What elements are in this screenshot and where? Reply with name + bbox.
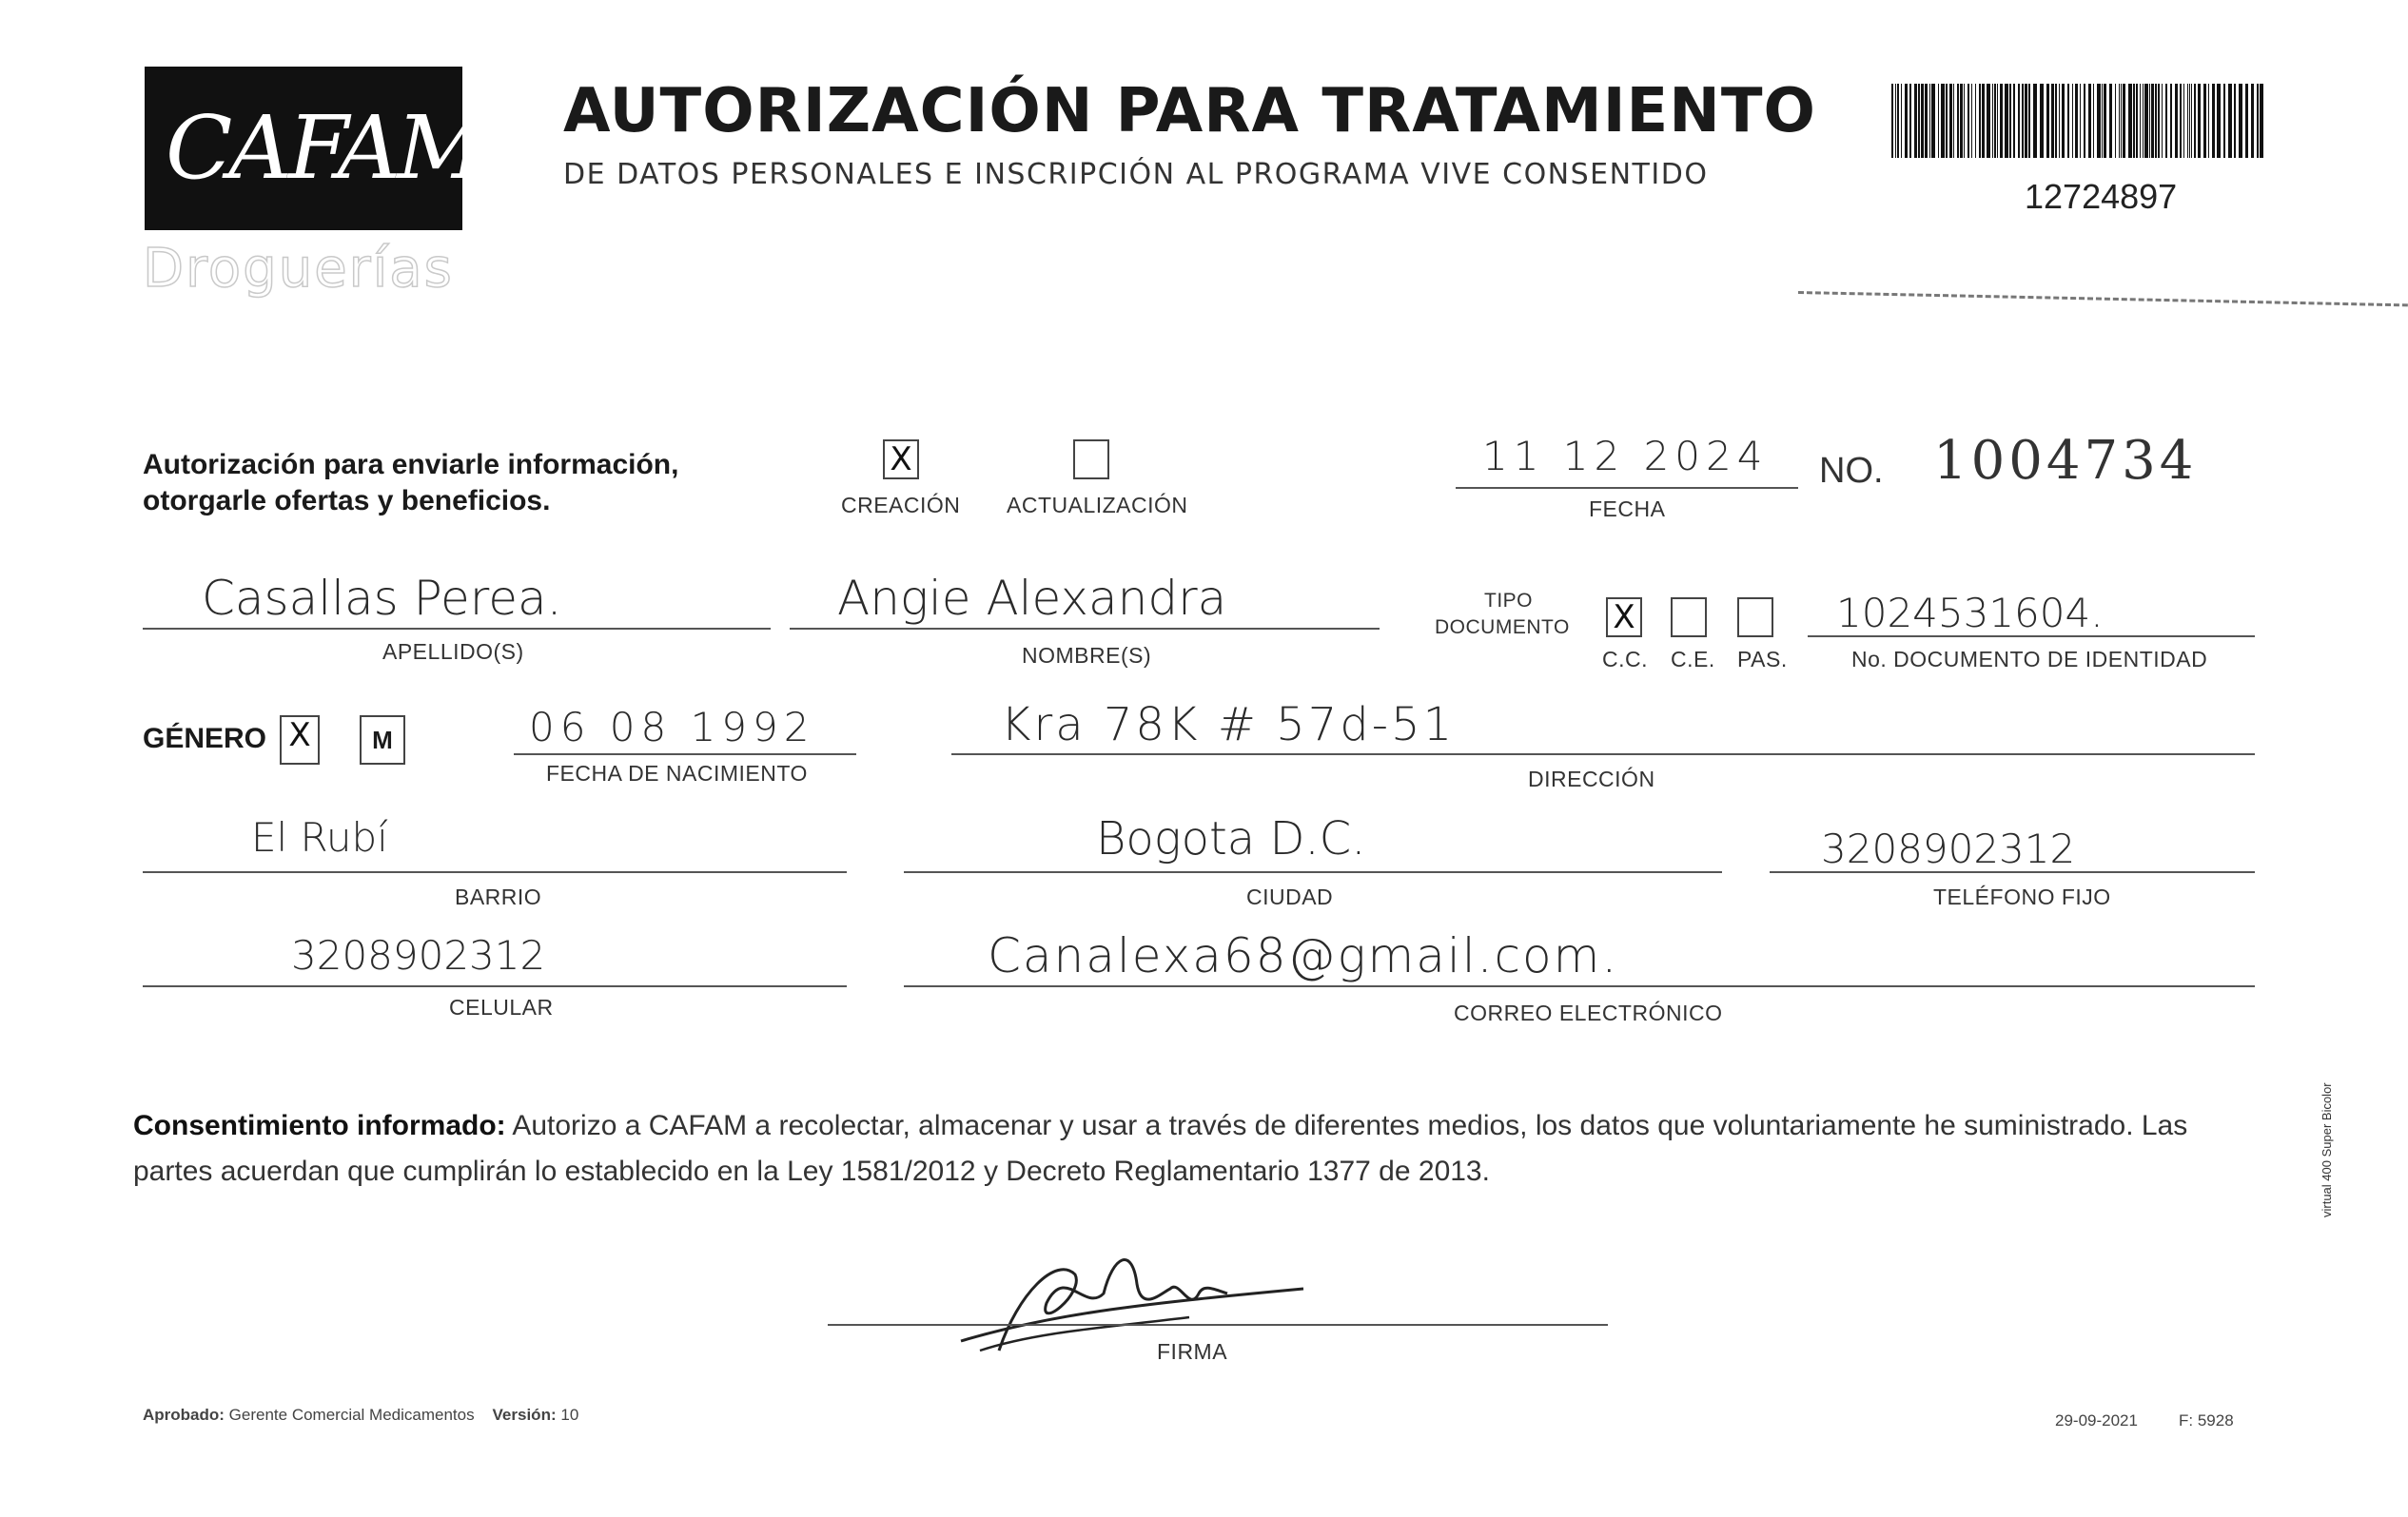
barcode-icon (1891, 84, 2268, 158)
fecha-field[interactable]: 11 12 2024 (1482, 433, 1769, 479)
consent-text: Autorizo a CAFAM a recolectar, almacenar y usar a través de diferentes medios, los datos que voluntariamente he suministrado. Las partes acuerdan que cumplirán lo establecido en la Ley 1581/2012 y Decreto Reglamentario 1377 de 2013. (133, 1110, 2188, 1187)
barrio-field[interactable]: El Rubí (251, 814, 388, 861)
cc-checkbox[interactable]: X (1606, 597, 1642, 637)
nombres-underline (790, 628, 1380, 630)
form-subtitle: DE DATOS PERSONALES E INSCRIPCIÓN AL PROGRAMA VIVE CONSENTIDO (563, 158, 1709, 191)
nombres-label: NOMBRE(S) (1022, 643, 1152, 668)
correo-field[interactable]: Canalexa68@gmail.com. (988, 928, 1619, 983)
fecha-label: FECHA (1589, 496, 1666, 521)
authorization-label-line2: otorgarle ofertas y beneficios. (143, 485, 551, 516)
celular-underline (143, 985, 847, 987)
documento-number-label: No. DOCUMENTO DE IDENTIDAD (1851, 647, 2208, 671)
nacimiento-label: FECHA DE NACIMIENTO (546, 761, 808, 786)
version-value: 10 (560, 1406, 579, 1424)
form-number: 1004734 (1933, 430, 2198, 492)
apellidos-field[interactable]: Casallas Perea. (202, 571, 562, 626)
correo-label: CORREO ELECTRÓNICO (1454, 1001, 1723, 1025)
telefono-underline (1770, 871, 2255, 873)
fecha-underline (1456, 487, 1798, 489)
telefono-field[interactable]: 3208902312 (1821, 826, 2076, 872)
creacion-checkbox[interactable]: X (883, 439, 919, 479)
genero-f-checkbox[interactable]: X (280, 715, 320, 765)
correo-underline (904, 985, 2255, 987)
version-label: Versión: (492, 1406, 557, 1424)
ce-checkbox[interactable] (1671, 597, 1707, 637)
barrio-label: BARRIO (455, 885, 542, 909)
ce-label: C.E. (1671, 647, 1715, 671)
consent-paragraph (133, 1103, 2264, 1195)
telefono-label: TELÉFONO FIJO (1933, 885, 2111, 909)
footer-f-code: F: 5928 (2179, 1411, 2234, 1429)
number-label: NO. (1819, 451, 1884, 491)
genero-label: GÉNERO (143, 723, 267, 754)
side-print-text: virtual 400 Super Bicolor (2320, 1082, 2334, 1217)
nombres-field[interactable]: Angie Alexandra (837, 571, 1227, 626)
ciudad-label: CIUDAD (1246, 885, 1334, 909)
apellidos-underline (143, 628, 771, 630)
ciudad-underline (904, 871, 1722, 873)
cc-label: C.C. (1602, 647, 1648, 671)
firma-label: FIRMA (1157, 1339, 1228, 1364)
nacimiento-underline (514, 753, 856, 755)
direccion-label: DIRECCIÓN (1528, 767, 1655, 791)
documento-label: DOCUMENTO (1435, 616, 1570, 638)
barrio-underline (143, 871, 847, 873)
logo-subtitle: Droguerías (143, 238, 454, 300)
consent-heading: Consentimiento informado: (133, 1110, 506, 1141)
celular-field[interactable]: 3208902312 (291, 932, 546, 979)
direccion-field[interactable]: Kra 78K # 57d-51 (1001, 698, 1456, 751)
cut-line (1798, 291, 2408, 306)
footer-approval (143, 1406, 578, 1425)
form-title: AUTORIZACIÓN PARA TRATAMIENTO (563, 76, 1816, 146)
tipo-label: TIPO (1484, 590, 1534, 612)
creacion-label: CREACIÓN (841, 493, 961, 517)
barcode-number: 12724897 (2025, 177, 2178, 216)
ciudad-field[interactable]: Bogota D.C. (1096, 812, 1366, 865)
actualizacion-label: ACTUALIZACIÓN (1007, 493, 1188, 517)
apellidos-label: APELLIDO(S) (382, 639, 524, 664)
documento-field[interactable]: 1024531604. (1836, 590, 2104, 636)
handwritten-signature (942, 1236, 1322, 1360)
pas-label: PAS. (1737, 647, 1788, 671)
documento-underline (1808, 635, 2255, 637)
celular-label: CELULAR (449, 995, 554, 1020)
authorization-label-line1: Autorización para enviarle información, (143, 449, 679, 480)
genero-m-label: M (372, 726, 393, 754)
pas-checkbox[interactable] (1737, 597, 1773, 637)
actualizacion-checkbox[interactable] (1073, 439, 1109, 479)
logo-text: CAFAM (166, 97, 483, 199)
direccion-underline (951, 753, 2255, 755)
footer-date-code: 29-09-2021 (2055, 1411, 2138, 1429)
aprobado-label: Aprobado: (143, 1406, 225, 1424)
firma-underline (828, 1324, 1608, 1326)
aprobado-value: Gerente Comercial Medicamentos (228, 1406, 475, 1424)
genero-m-checkbox[interactable] (360, 715, 405, 765)
nacimiento-field[interactable]: 06 08 1992 (529, 704, 815, 750)
